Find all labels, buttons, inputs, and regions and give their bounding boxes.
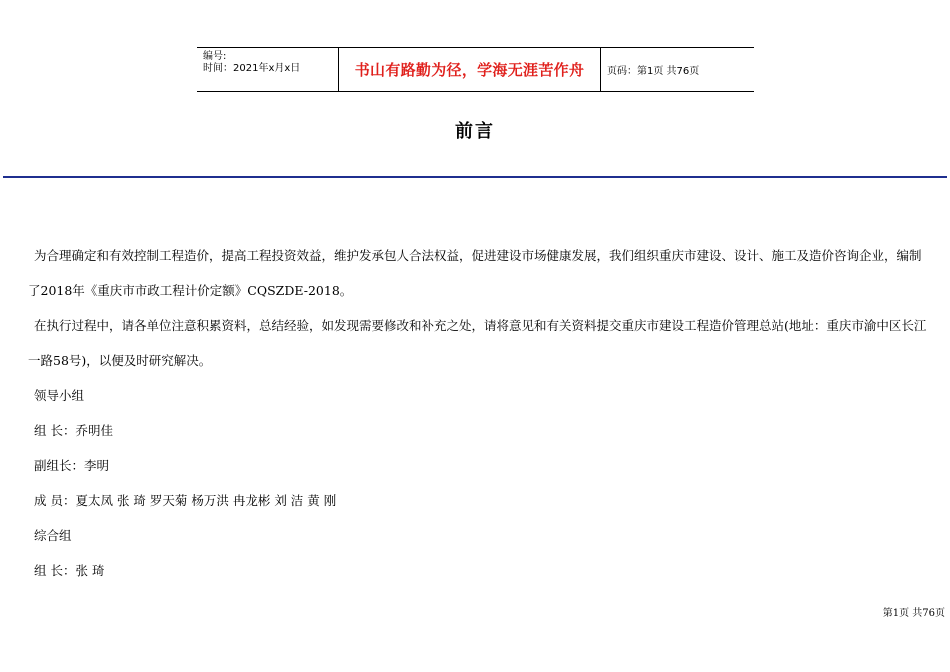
header-motto-cell xyxy=(339,48,601,91)
number-label: 编号: xyxy=(203,51,227,62)
list-item-members: 成 员：夏太凤 张 琦 罗天菊 杨万洪 冉龙彬 刘 洁 黄 刚 xyxy=(34,493,337,508)
section-heading-general: 综合组 xyxy=(34,528,72,543)
paragraph-feedback: 在执行过程中，请各单位注意积累资料，总结经验，如发现需要修改和补充之处，请将意见和有关资料提交重庆市建设工程造价管理总站(地址：重庆市渝中区长江一路58号)，以便及时研究解决。 xyxy=(28,318,927,368)
header-table xyxy=(197,47,754,92)
time-label: 时间：2021年x月x日 xyxy=(203,63,301,74)
list-item-leader: 组 长：乔明佳 xyxy=(34,423,113,438)
section-heading-leadership: 领导小组 xyxy=(34,388,85,403)
list-item-general-leader: 组 长：张 琦 xyxy=(34,563,105,578)
motto-text: 书山有路勤为径，学海无涯苦作舟 xyxy=(354,61,585,79)
divider-rule xyxy=(3,176,947,178)
header-info-cell xyxy=(197,48,339,91)
list-item-deputy: 副组长：李明 xyxy=(34,458,110,473)
document-body xyxy=(28,238,928,588)
paragraph-intro: 为合理确定和有效控制工程造价，提高工程投资效益，维护发承包人合法权益，促进建设市场健康发展，我们组织重庆市建设、设计、施工及造价咨询企业，编制了2018年《重庆市市政工程计价定额》CQSZDE-2018。 xyxy=(28,248,922,298)
header-page-cell xyxy=(601,48,754,91)
page-label: 页码：第1页 共76页 xyxy=(607,66,700,77)
page-title: 前言 xyxy=(455,121,495,142)
page-footer: 第1页 共76页 xyxy=(882,608,945,619)
